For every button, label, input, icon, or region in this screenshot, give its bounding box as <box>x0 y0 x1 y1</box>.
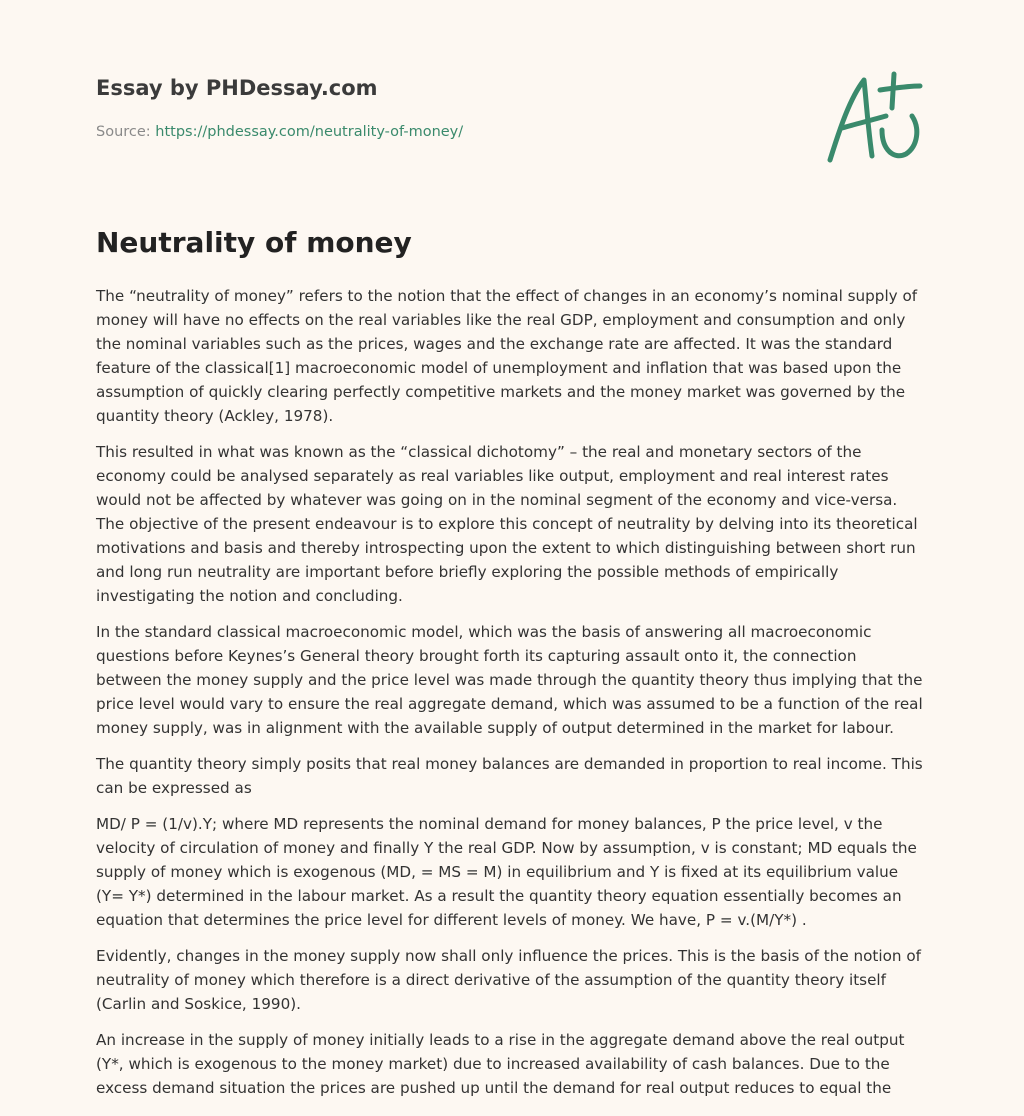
paragraph: An increase in the supply of money initially leads to a rise in the aggregate demand above the real output (Y*, which is exogenous to the money market) due to increased availability of cash balances. Due to the excess demand situation the prices are pushed up until the demand for real output reduces to equal the <box>96 1031 905 1097</box>
a-plus-logo-icon <box>820 68 930 168</box>
site-title: Essay by PHDessay.com <box>96 76 378 100</box>
paragraph: MD/ P = (1/v).Y; where MD represents the nominal demand for money balances, P the price level, v the velocity of circulation of money and finally Y the real GDP. Now by assumption, v is constant; MD equals the supply of money which is exogenous (MD, = MS = M) in equilibrium and Y is fixed at its equilibrium value (Y= Y*) determined in the labour market. As a result the quantity theory equation essentially becomes an equation that determines the price level for different levels of money. We have, P = v.(M/Y*) . <box>96 815 917 929</box>
paragraph: This resulted in what was known as the “classical dichotomy” – the real and monetary sectors of the economy could be analysed separately as real variables like output, employment and real interest rates would not be affected by whatever was going on in the nominal segment of the economy and vice-versa. The objective of the present endeavour is to explore this concept of neutrality by delving into its theoretical motivations and basis and thereby introspecting upon the extent to which distinguishing between short run and long run neutrality are important before briefly exploring the possible methods of empirically investigating the notion and concluding. <box>96 443 918 605</box>
source-label: Source: <box>96 124 156 140</box>
paragraph: The quantity theory simply posits that real money balances are demanded in proportion to real income. This can be expressed as <box>96 755 923 797</box>
essay-body <box>96 284 926 1112</box>
essay-title: Neutrality of money <box>96 226 412 259</box>
paragraph: Evidently, changes in the money supply now shall only influence the prices. This is the basis of the notion of neutrality of money which therefore is a direct derivative of the assumption of the quantity theory itself (Carlin and Soskice, 1990). <box>96 947 921 1013</box>
source-link[interactable]: https://phdessay.com/neutrality-of-money/ <box>155 124 464 140</box>
paragraph: The “neutrality of money” refers to the notion that the effect of changes in an economy’s nominal supply of money will have no effects on the real variables like the real GDP, employment and consumption and only the nominal variables such as the prices, wages and the exchange rate are affected. It was the standard feature of the classical[1] macroeconomic model of unemployment and inflation that was based upon the assumption of quickly clearing perfectly competitive markets and the money market was governed by the quantity theory (Ackley, 1978). <box>96 287 918 425</box>
source-line <box>96 124 463 140</box>
paragraph: In the standard classical macroeconomic model, which was the basis of answering all macroeconomic questions before Keynes’s General theory brought forth its capturing assault onto it, the connection between the money supply and the price level was made through the quantity theory thus implying that the price level would vary to ensure the real aggregate demand, which was assumed to be a function of the real money supply, was in alignment with the available supply of output determined in the market for labour. <box>96 623 923 737</box>
